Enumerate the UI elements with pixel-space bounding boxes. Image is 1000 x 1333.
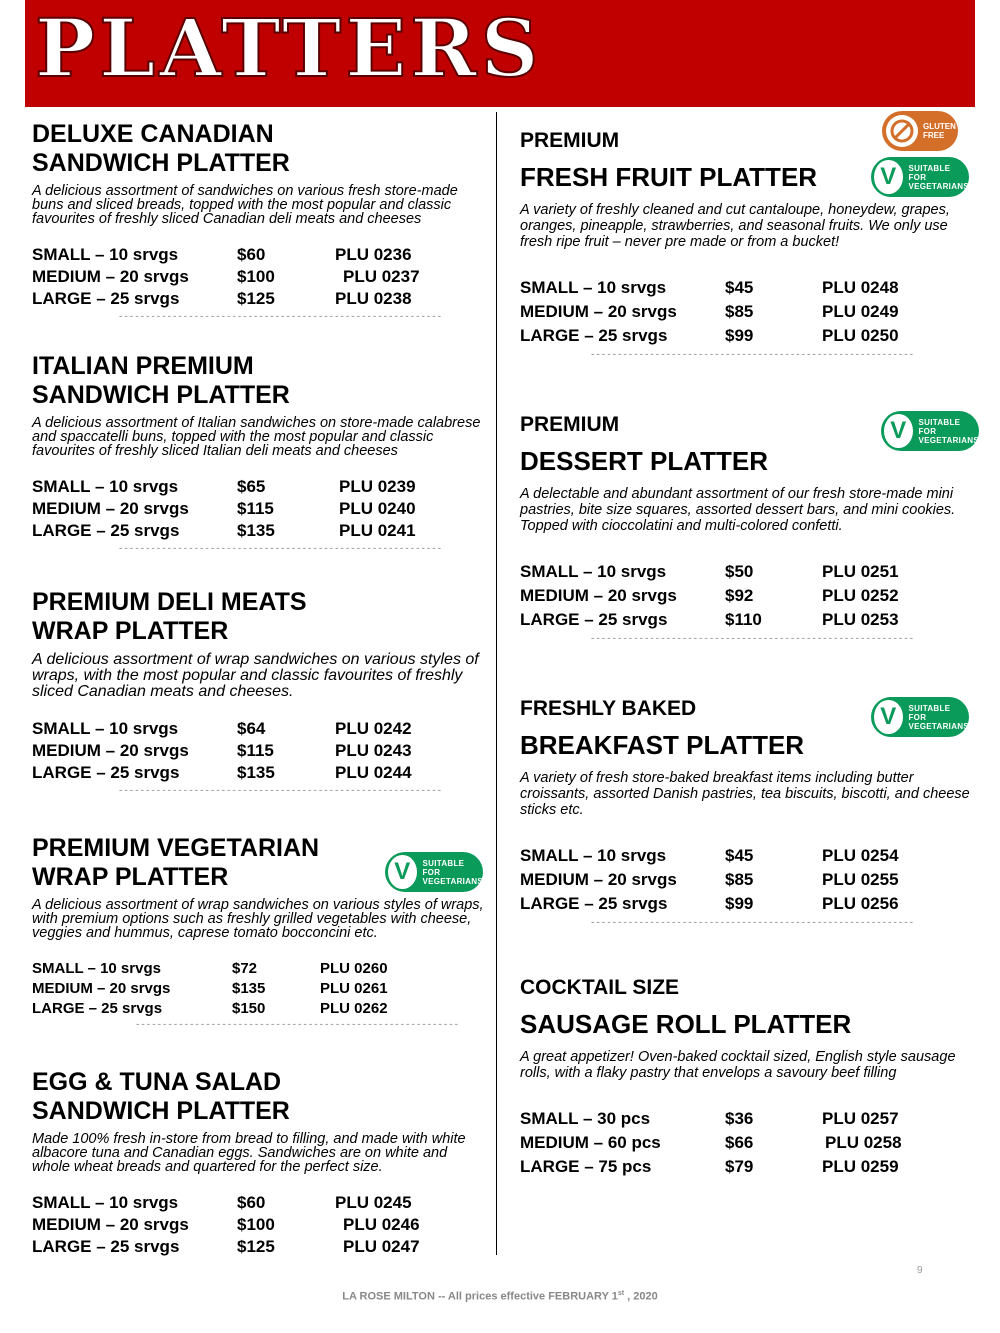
price-row <box>520 584 899 608</box>
plu-code: PLU 0251 <box>822 562 899 581</box>
price-value: $64 <box>237 719 266 738</box>
price-row <box>32 1236 420 1258</box>
price-value: $65 <box>237 477 266 496</box>
platter-egg-tuna <box>32 1068 487 1258</box>
size-label: MEDIUM – 60 pcs <box>520 1133 661 1152</box>
plu-code: PLU 0246 <box>343 1215 420 1234</box>
plu-code: PLU 0239 <box>339 477 416 496</box>
price-row <box>32 718 412 740</box>
badge-label: VEGETARIANS <box>908 181 969 191</box>
price-row <box>32 288 420 310</box>
price-table <box>520 276 899 348</box>
platter-description: A delectable and abundant assortment of our fresh store-made mini pastries, bite size squares, assorted dessert bars, and mini cookies. Topped with cioccolatini and multi-colored confetti. <box>520 486 956 534</box>
size-label: LARGE – 25 srvgs <box>32 763 180 782</box>
platter-title: WRAP PLATTER <box>32 863 229 891</box>
separator-line: ------------------------------------------------------------ <box>118 312 443 322</box>
page-number: 9 <box>917 1265 923 1276</box>
price-row <box>32 244 420 266</box>
price-value: $110 <box>725 610 762 629</box>
plu-code: PLU 0252 <box>822 586 899 605</box>
price-row <box>32 958 388 978</box>
size-label: SMALL – 30 pcs <box>520 1109 651 1128</box>
price-table <box>32 244 420 310</box>
badge-label: VEGETARIANS <box>918 435 979 445</box>
plu-code: PLU 0255 <box>822 870 899 889</box>
price-value: $125 <box>237 289 275 308</box>
platter-deli-meats-wrap <box>32 588 487 796</box>
size-label: MEDIUM – 20 srvgs <box>32 1215 189 1234</box>
separator-line: ------------------------------------------------------------ <box>590 634 915 644</box>
size-label: MEDIUM – 20 srvgs <box>520 302 677 321</box>
size-label: SMALL – 10 srvgs <box>520 846 667 865</box>
size-label: SMALL – 10 srvgs <box>32 245 179 264</box>
no-gluten-icon <box>886 115 918 147</box>
price-table <box>32 958 388 1018</box>
price-row <box>520 1107 902 1131</box>
size-label: LARGE – 25 srvgs <box>520 326 668 345</box>
price-table <box>32 718 412 784</box>
platter-title: SANDWICH PLATTER <box>32 381 290 409</box>
footer-text: LA ROSE MILTON -- All prices effective FEBRUARY 1 <box>342 1290 618 1303</box>
platter-italian-premium <box>32 352 487 554</box>
price-value: $100 <box>237 1215 275 1234</box>
size-label: LARGE – 25 srvgs <box>32 521 180 540</box>
badge-label: VEGETARIANS <box>422 876 483 886</box>
price-row <box>32 762 412 784</box>
plu-code: PLU 0261 <box>320 979 388 997</box>
separator-line: ------------------------------------------------------------ <box>135 1020 460 1030</box>
platter-deluxe-canadian <box>32 120 487 322</box>
vegetarian-badge <box>871 697 969 737</box>
price-value: $92 <box>725 586 754 605</box>
price-table <box>520 1107 902 1179</box>
price-row <box>520 324 899 348</box>
plu-code: PLU 0262 <box>320 999 388 1017</box>
price-row <box>520 844 899 868</box>
size-label: SMALL – 10 srvgs <box>32 719 179 738</box>
plu-code: PLU 0258 <box>825 1133 902 1152</box>
platter-title: BREAKFAST PLATTER <box>520 730 805 760</box>
badge-label: VEGETARIANS <box>908 721 969 731</box>
badge-label: SUITABLE FOR <box>422 858 465 877</box>
platter-title: ITALIAN PREMIUM <box>32 352 254 380</box>
plu-code: PLU 0253 <box>822 610 899 629</box>
platter-title: SANDWICH PLATTER <box>32 149 290 177</box>
size-label: MEDIUM – 20 srvgs <box>520 586 677 605</box>
price-row <box>520 892 899 916</box>
price-row <box>32 998 388 1018</box>
price-value: $99 <box>725 894 754 913</box>
plu-code: PLU 0249 <box>822 302 899 321</box>
footer-superscript: st <box>617 1290 625 1297</box>
price-value: $45 <box>725 278 754 297</box>
size-label: LARGE – 25 srvgs <box>32 289 180 308</box>
size-label: SMALL – 10 srvgs <box>32 959 161 977</box>
vegetarian-v-icon: V <box>884 414 913 448</box>
price-value: $125 <box>237 1237 275 1256</box>
platter-title: DELUXE CANADIAN <box>32 120 274 148</box>
price-row <box>520 1131 902 1155</box>
price-row <box>32 266 420 288</box>
plu-code: PLU 0254 <box>822 846 899 865</box>
plu-code: PLU 0257 <box>822 1109 899 1128</box>
price-value: $150 <box>232 999 266 1017</box>
badge-label: SUITABLE FOR <box>908 703 951 722</box>
price-table <box>520 844 899 916</box>
vegetarian-v-icon: V <box>388 855 417 889</box>
vegetarian-badge <box>881 411 979 451</box>
price-value: $99 <box>725 326 754 345</box>
price-row <box>32 476 416 498</box>
platter-pretitle: PREMIUM <box>520 413 620 436</box>
price-row <box>520 300 899 324</box>
vegetarian-badge <box>385 852 483 892</box>
platter-title: SANDWICH PLATTER <box>32 1097 290 1125</box>
platter-description: Made 100% fresh in-store from bread to filling, and made with white albacore tuna and Canadian eggs. Sandwiches are on white and whole wheat breads and quartered for the perfect size. <box>32 1131 466 1175</box>
plu-code: PLU 0236 <box>335 245 412 264</box>
platter-title: WRAP PLATTER <box>32 617 229 645</box>
plu-code: PLU 0240 <box>339 499 416 518</box>
price-value: $135 <box>237 763 275 782</box>
price-value: $115 <box>237 741 274 760</box>
plu-code: PLU 0256 <box>822 894 899 913</box>
size-label: MEDIUM – 20 srvgs <box>520 870 677 889</box>
price-row <box>520 868 899 892</box>
size-label: SMALL – 10 srvgs <box>520 278 667 297</box>
platter-pretitle: FRESHLY BAKED <box>520 697 697 720</box>
separator-line: ------------------------------------------------------------ <box>118 786 443 796</box>
platter-description: A delicious assortment of wrap sandwiches on various styles of wraps, with premium options such as freshly grilled vegetables with cheese, veggies and hummus, caprese tomato bocconcini etc. <box>32 897 484 941</box>
badge-label: SUITABLE FOR <box>908 163 951 182</box>
vegetarian-v-icon: V <box>874 160 903 194</box>
price-table <box>32 476 416 542</box>
price-value: $135 <box>232 979 266 997</box>
price-value: $85 <box>725 302 754 321</box>
platter-description: A variety of freshly cleaned and cut cantaloupe, honeydew, grapes, oranges, pineapple, strawberries, and seasonal fruits. We only use fresh ripe fruit – never pre made or from a bucket! <box>520 202 950 250</box>
plu-code: PLU 0245 <box>335 1193 412 1212</box>
size-label: MEDIUM – 20 srvgs <box>32 979 171 997</box>
vegetarian-v-icon: V <box>874 700 903 734</box>
price-row <box>520 1155 902 1179</box>
platter-description: A great appetizer! Oven-baked cocktail sized, English style sausage rolls, with a flaky pastry that envelops a savoury beef filling <box>520 1049 956 1081</box>
price-value: $60 <box>237 1193 266 1212</box>
size-label: LARGE – 25 srvgs <box>520 610 668 629</box>
price-row <box>520 560 899 584</box>
vegetarian-badge <box>871 157 969 197</box>
footer-note <box>0 1290 1000 1303</box>
price-table <box>32 1192 420 1258</box>
platter-description: A delicious assortment of Italian sandwiches on store-made calabrese and spaccatelli buns, topped with the most popular and classic favourites of freshly sliced Italian deli meats and cheeses <box>32 415 481 459</box>
plu-code: PLU 0241 <box>339 521 416 540</box>
platter-title: PREMIUM VEGETARIAN <box>32 834 320 862</box>
price-value: $36 <box>725 1109 754 1128</box>
plu-code: PLU 0242 <box>335 719 412 738</box>
price-row <box>32 1192 420 1214</box>
gluten-free-badge <box>882 111 958 151</box>
size-label: MEDIUM – 20 srvgs <box>32 499 189 518</box>
platter-title: SAUSAGE ROLL PLATTER <box>520 1009 852 1039</box>
plu-code: PLU 0250 <box>822 326 899 345</box>
price-row <box>520 276 899 300</box>
platter-title: FRESH FRUIT PLATTER <box>520 162 818 192</box>
plu-code: PLU 0244 <box>335 763 412 782</box>
platter-pretitle: PREMIUM <box>520 129 620 152</box>
platter-title: EGG & TUNA SALAD <box>32 1068 282 1096</box>
size-label: SMALL – 10 srvgs <box>32 477 179 496</box>
separator-line: ------------------------------------------------------------ <box>118 544 443 554</box>
badge-label: FREE <box>923 131 945 140</box>
price-value: $85 <box>725 870 754 889</box>
size-label: LARGE – 75 pcs <box>520 1157 652 1176</box>
price-value: $50 <box>725 562 754 581</box>
price-value: $66 <box>725 1133 754 1152</box>
price-value: $72 <box>232 959 258 977</box>
badge-label: GLUTEN <box>923 122 956 131</box>
platter-description: A delicious assortment of sandwiches on various fresh store-made buns and sliced breads, topped with the most popular and classic favourites of freshly sliced Canadian deli meats and cheeses <box>32 183 458 227</box>
price-row <box>32 498 416 520</box>
size-label: LARGE – 25 srvgs <box>520 894 668 913</box>
price-row <box>32 520 416 542</box>
plu-code: PLU 0237 <box>343 267 420 286</box>
price-value: $100 <box>237 267 275 286</box>
platter-description: A variety of fresh store-baked breakfast items including butter croissants, assorted Danish pastries, tea biscuits, biscotti, and cheese sticks etc. <box>520 770 970 818</box>
header-banner <box>25 0 975 107</box>
price-row <box>32 978 388 998</box>
platter-pretitle: COCKTAIL SIZE <box>520 976 680 999</box>
size-label: MEDIUM – 20 srvgs <box>32 741 189 760</box>
platter-title: DESSERT PLATTER <box>520 446 768 476</box>
size-label: SMALL – 10 srvgs <box>520 562 667 581</box>
plu-code: PLU 0243 <box>335 741 412 760</box>
column-divider <box>496 112 497 1255</box>
plu-code: PLU 0260 <box>320 959 388 977</box>
separator-line: ------------------------------------------------------------ <box>590 350 915 360</box>
price-value: $45 <box>725 846 754 865</box>
price-table <box>520 560 899 632</box>
size-label: LARGE – 25 srvgs <box>32 999 163 1017</box>
price-value: $60 <box>237 245 266 264</box>
platter-description: A delicious assortment of wrap sandwiches on various styles of wraps, with the most popular and classic favourites of freshly sliced Canadian meats and cheeses. <box>32 651 479 700</box>
footer-text: , 2020 <box>624 1290 658 1303</box>
badge-label: SUITABLE FOR <box>918 417 961 436</box>
size-label: MEDIUM – 20 srvgs <box>32 267 189 286</box>
price-row <box>520 608 899 632</box>
size-label: LARGE – 25 srvgs <box>32 1237 180 1256</box>
price-value: $115 <box>237 499 274 518</box>
page-title: PLATTERS <box>35 1 543 95</box>
price-value: $135 <box>237 521 275 540</box>
price-value: $79 <box>725 1157 754 1176</box>
size-label: SMALL – 10 srvgs <box>32 1193 179 1212</box>
plu-code: PLU 0248 <box>822 278 899 297</box>
plu-code: PLU 0238 <box>335 289 412 308</box>
plu-code: PLU 0247 <box>343 1237 420 1256</box>
price-row <box>32 740 412 762</box>
separator-line: ------------------------------------------------------------ <box>590 918 915 928</box>
platter-sausage-roll <box>520 975 970 1179</box>
plu-code: PLU 0259 <box>822 1157 899 1176</box>
price-row <box>32 1214 420 1236</box>
platter-title: PREMIUM DELI MEATS <box>32 588 307 616</box>
